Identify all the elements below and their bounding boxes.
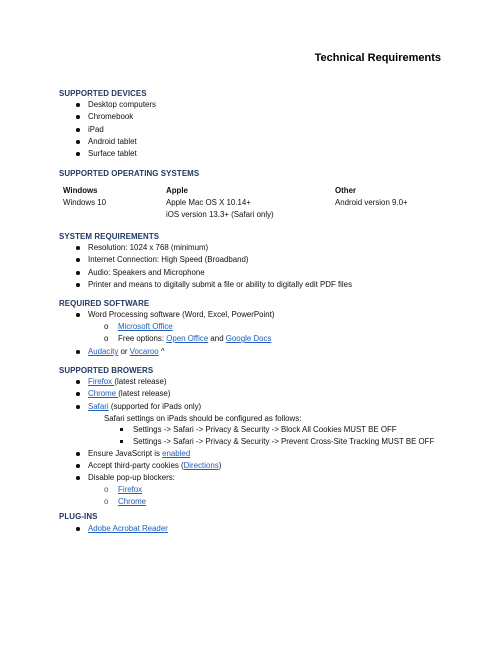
vocaroo-link[interactable]: Vocaroo — [129, 347, 159, 356]
cookies-text: Accept third-party cookies ( — [88, 461, 184, 470]
list-item: Desktop computers — [88, 100, 156, 109]
popup-firefox-link[interactable]: Firefox — [118, 485, 143, 494]
devices-heading: SUPPORTED DEVICES — [59, 89, 147, 98]
chrome-link[interactable]: Chrome — [88, 389, 119, 398]
list-item: Printer and means to digitally submit a file or ability to digitally edit PDF files — [88, 280, 353, 289]
bullet-icon — [76, 103, 80, 107]
firefox-link[interactable]: Firefox — [88, 377, 115, 386]
software-heading: REQUIRED SOFTWARE — [59, 299, 150, 308]
popup-chrome-link[interactable]: Chrome — [118, 497, 147, 506]
or-text: or — [118, 347, 130, 356]
bullet-icon — [76, 380, 80, 384]
os-windows-column — [63, 185, 106, 209]
bullet-icon — [76, 283, 80, 287]
bullet-icon — [76, 350, 80, 354]
system-heading: SYSTEM REQUIREMENTS — [59, 232, 160, 241]
safari-settings-text: Safari settings on iPads should be configured as follows: — [104, 414, 302, 423]
list-item: iPad — [88, 125, 104, 134]
bullet-icon — [76, 392, 80, 396]
audacity-link[interactable]: Audacity — [88, 347, 119, 356]
acrobat-reader-link[interactable]: Adobe Acrobat Reader — [88, 524, 168, 533]
os-heading: SUPPORTED OPERATING SYSTEMS — [59, 169, 200, 178]
chrome-note: (latest release) — [118, 389, 171, 398]
cookies-close: ) — [218, 461, 222, 470]
chrome-line — [88, 389, 170, 398]
list-item: Resolution: 1024 x 768 (minimum) — [88, 243, 209, 252]
bullet-icon — [76, 476, 80, 480]
os-other-value: Android version 9.0+ — [335, 198, 408, 207]
list-item: Android tablet — [88, 137, 137, 146]
bullet-icon — [76, 115, 80, 119]
browsers-heading: SUPPORTED BROWERS — [59, 366, 154, 375]
list-item: Audio: Speakers and Microphone — [88, 268, 205, 277]
caret-text: ^ — [158, 347, 165, 356]
microsoft-office-link[interactable]: Microsoft Office — [118, 322, 173, 331]
cookies-line — [88, 461, 221, 470]
free-options-line — [118, 334, 271, 343]
list-item: Word Processing software (Word, Excel, PowerPoint) — [88, 310, 275, 319]
safari-note: (supported for iPads only) — [108, 402, 202, 411]
list-item: Chromebook — [88, 112, 134, 121]
circle-bullet-icon: o — [104, 334, 109, 343]
list-item: Disable pop-up blockers: — [88, 473, 175, 482]
os-apple-label: Apple — [166, 186, 188, 195]
safari-link[interactable]: Safari — [88, 402, 109, 411]
open-office-link[interactable]: Open Office — [166, 334, 209, 343]
bullet-icon — [76, 246, 80, 250]
list-item: Surface tablet — [88, 149, 137, 158]
bullet-icon — [76, 140, 80, 144]
and-text: and — [208, 334, 226, 343]
javascript-text: Ensure JavaScript is — [88, 449, 163, 458]
bullet-icon — [76, 405, 80, 409]
bullet-icon — [76, 527, 80, 531]
safari-setting-item: Settings -> Safari -> Privacy & Security -> Prevent Cross-Site Tracking MUST BE OFF — [133, 437, 435, 446]
bullet-icon — [76, 464, 80, 468]
firefox-note: (latest release) — [114, 377, 167, 386]
javascript-enabled-link[interactable]: enabled — [162, 449, 191, 458]
circle-bullet-icon: o — [104, 497, 109, 506]
free-options-label: Free options: — [118, 334, 167, 343]
os-apple-column — [166, 185, 274, 221]
square-bullet-icon — [120, 440, 123, 443]
bullet-icon — [76, 258, 80, 262]
circle-bullet-icon: o — [104, 485, 109, 494]
google-docs-link[interactable]: Google Docs — [225, 334, 272, 343]
circle-bullet-icon: o — [104, 322, 109, 331]
plugins-heading: PLUG-INS — [59, 512, 98, 521]
bullet-icon — [76, 452, 80, 456]
safari-setting-item: Settings -> Safari -> Privacy & Security -> Block All Cookies MUST BE OFF — [133, 425, 397, 434]
bullet-icon — [76, 313, 80, 317]
safari-line — [88, 402, 201, 411]
os-apple-value: Apple Mac OS X 10.14+ — [166, 198, 251, 207]
bullet-icon — [76, 271, 80, 275]
firefox-line — [88, 377, 167, 386]
square-bullet-icon — [120, 428, 123, 431]
os-apple-value: iOS version 13.3+ (Safari only) — [166, 210, 274, 219]
os-other-column — [335, 185, 408, 209]
javascript-line — [88, 449, 190, 458]
os-windows-label: Windows — [63, 186, 98, 195]
cookies-directions-link[interactable]: Directions — [183, 461, 219, 470]
bullet-icon — [76, 128, 80, 132]
page-title: Technical Requirements — [314, 52, 441, 64]
audio-software-line — [88, 347, 165, 356]
os-windows-value: Windows 10 — [63, 198, 106, 207]
os-other-label: Other — [335, 186, 357, 195]
list-item: Internet Connection: High Speed (Broadband) — [88, 255, 249, 264]
bullet-icon — [76, 152, 80, 156]
